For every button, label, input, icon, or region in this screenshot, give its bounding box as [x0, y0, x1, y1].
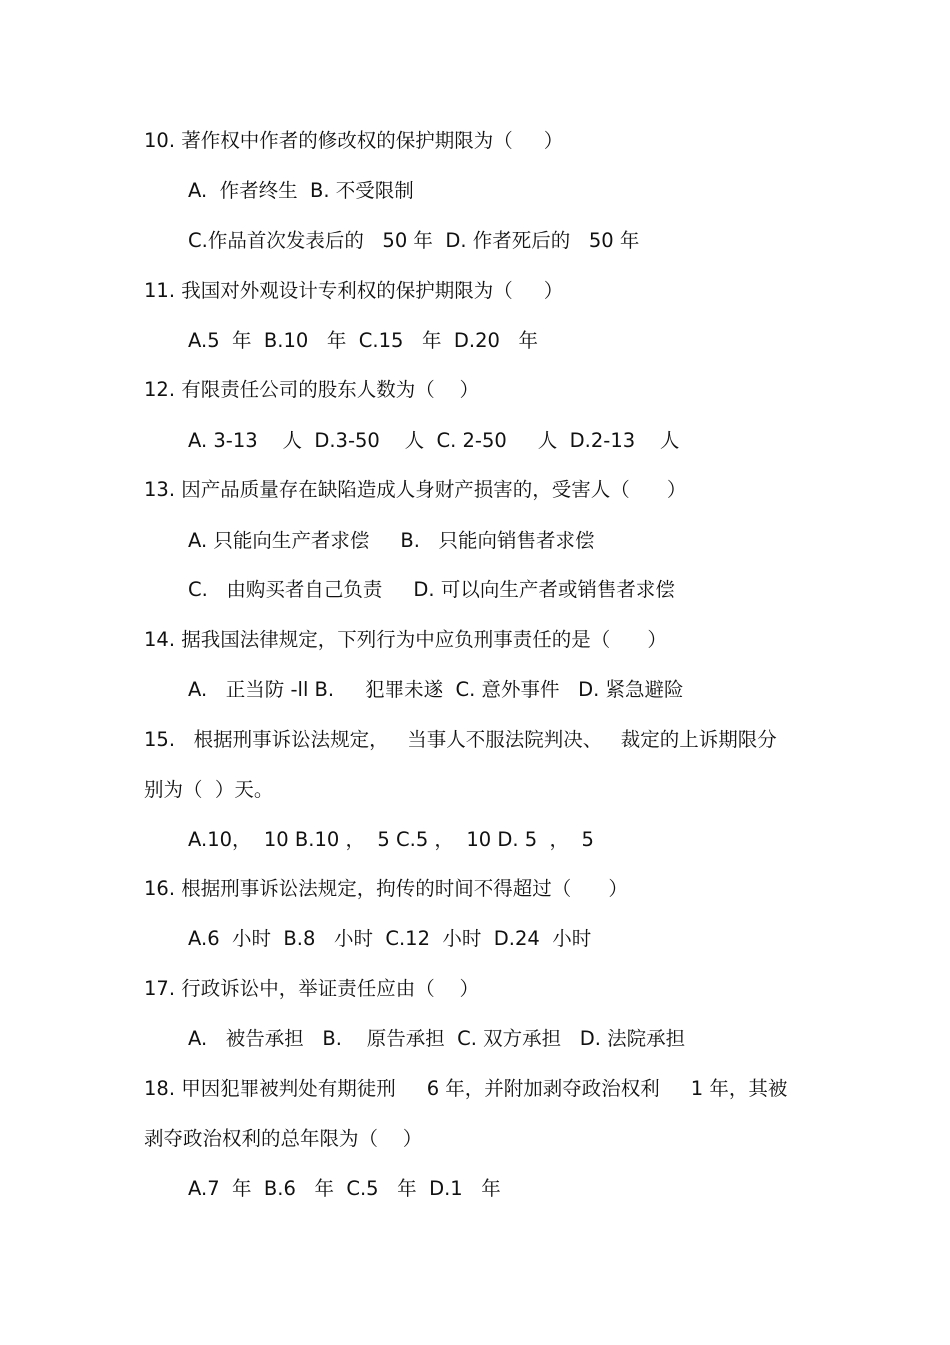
question-18-stem-line-2: 剥夺政治权利的总年限为（ ）: [144, 1127, 423, 1150]
question-17-stem: 17. 行政诉讼中，举证责任应由（ ）: [144, 977, 480, 1000]
question-12-stem: 12. 有限责任公司的股东人数为（ ）: [144, 378, 480, 401]
question-18-options: A.7 年 B.6 年 C.5 年 D.1 年: [188, 1177, 501, 1200]
question-11-options: A.5 年 B.10 年 C.15 年 D.20 年: [188, 329, 539, 352]
question-15-options: A.10， 10 B.10 ， 5 C.5 ， 10 D. 5 ， 5: [188, 828, 594, 851]
question-15-stem-line-2: 别为（ ）天。: [144, 778, 274, 801]
question-14-stem: 14. 据我国法律规定，下列行为中应负刑事责任的是（ ）: [144, 628, 667, 651]
question-11-stem: 11. 我国对外观设计专利权的保护期限为（ ）: [144, 279, 564, 302]
question-16-stem: 16. 根据刑事诉讼法规定，拘传的时间不得超过（ ）: [144, 877, 628, 900]
question-13-options-line-1: A. 只能向生产者求偿 B. 只能向销售者求偿: [188, 529, 595, 552]
question-13-options-line-2: C. 由购买者自己负责 D. 可以向生产者或销售者求偿: [188, 578, 675, 601]
question-13-stem: 13. 因产品质量存在缺陷造成人身财产损害的，受害人（ ）: [144, 478, 687, 501]
question-18-stem-line-1: 18. 甲因犯罪被判处有期徒刑 6 年，并附加剥夺政治权利 1 年，其被: [144, 1077, 788, 1100]
question-12-options: A. 3-13 人 D.3-50 人 C. 2-50 人 D.2-13 人: [188, 429, 680, 452]
question-10-options-line-1: A. 作者终生 B. 不受限制: [188, 179, 414, 202]
question-14-options: A. 正当防 -ll B. 犯罪未遂 C. 意外事件 D. 紧急避险: [188, 678, 684, 701]
question-17-options: A. 被告承担 B. 原告承担 C. 双方承担 D. 法院承担: [188, 1027, 686, 1050]
question-15-stem-line-1: 15. 根据刑事诉讼法规定， 当事人不服法院判决、 裁定的上诉期限分: [144, 728, 777, 751]
question-16-options: A.6 小时 B.8 小时 C.12 小时 D.24 小时: [188, 927, 592, 950]
question-10-options-line-2: C.作品首次发表后的 50 年 D. 作者死后的 50 年: [188, 229, 640, 252]
question-10-stem: 10. 著作权中作者的修改权的保护期限为（ ）: [144, 129, 564, 152]
